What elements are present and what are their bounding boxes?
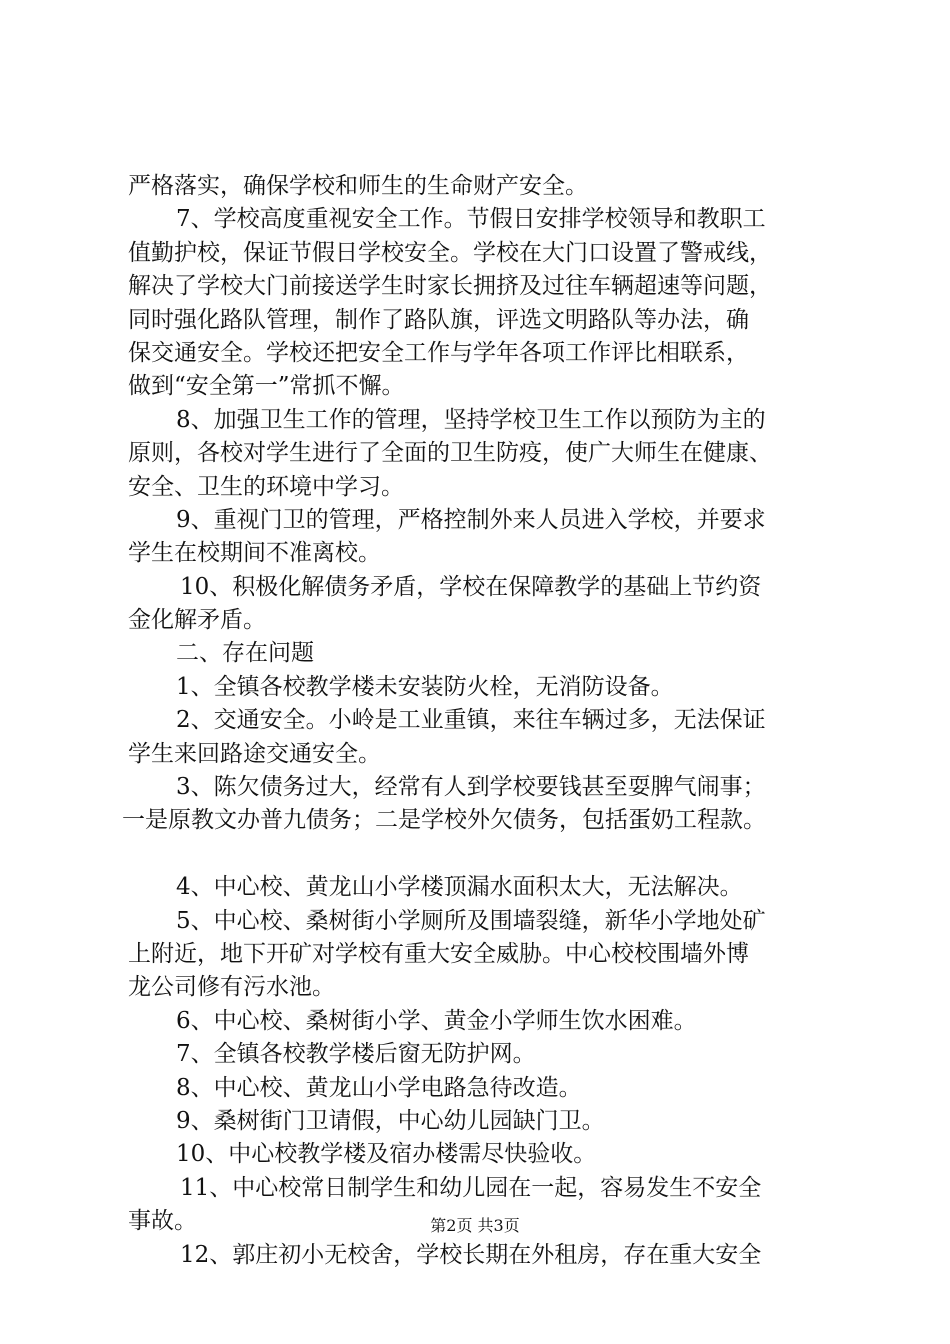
page-number-footer: 第2页 共3页 [430, 1216, 520, 1235]
text-line: 原则，各校对学生进行了全面的卫生防疫，使广大师生在健康、 [128, 440, 772, 467]
text-line: 12、郭庄初小无校舍，学校长期在外租房，存在重大安全 [180, 1241, 762, 1268]
text-line: 5、中心校、桑树街小学厕所及围墙裂缝，新华小学地处矿 [176, 907, 766, 934]
text-line: 8、中心校、黄龙山小学电路急待改造。 [176, 1074, 582, 1101]
text-line: 1、全镇各校教学楼未安装防火栓，无消防设备。 [176, 673, 674, 700]
text-line: 11、中心校常日制学生和幼儿园在一起，容易发生不安全 [180, 1174, 762, 1201]
text-line: 4、中心校、黄龙山小学楼顶漏水面积太大，无法解决。 [176, 874, 743, 901]
text-line: 安全、卫生的环境中学习。 [128, 473, 404, 500]
text-line: 6、中心校、桑树街小学、黄金小学师生饮水困难。 [176, 1007, 697, 1034]
text-line: 金化解矛盾。 [128, 607, 266, 634]
text-line: 解决了学校大门前接送学生时家长拥挤及过往车辆超速等问题， [128, 273, 772, 300]
blank-line [128, 838, 840, 871]
text-line: 值勤护校，保证节假日学校安全。学校在大门口设置了警戒线， [128, 239, 772, 266]
section-heading: 二、存在问题 [176, 640, 314, 667]
text-line: 9、桑树街门卫请假，中心幼儿园缺门卫。 [176, 1107, 605, 1134]
text-line: 10、中心校教学楼及宿办楼需尽快验收。 [176, 1141, 597, 1168]
text-line: 2、交通安全。小岭是工业重镇，来往车辆过多，无法保证 [176, 707, 766, 734]
text-line: 7、全镇各校教学楼后窗无防护网。 [176, 1041, 536, 1068]
document-body [122, 170, 840, 1272]
text-line: 10、积极化解债务矛盾，学校在保障教学的基础上节约资 [180, 573, 762, 600]
text-line: 9、重视门卫的管理，严格控制外来人员进入学校，并要求 [176, 506, 766, 533]
text-line: 保交通安全。学校还把安全工作与学年各项工作评比相联系， [128, 339, 749, 366]
text-line: 同时强化路队管理，制作了路队旗，评选文明路队等办法，确 [128, 306, 749, 333]
text-line: 做到“安全第一”常抓不懈。 [128, 373, 405, 400]
text-line: 一是原教文办普九债务；二是学校外欠债务，包括蛋奶工程款。 [122, 807, 766, 834]
text-line: 事故。 [128, 1208, 197, 1235]
text-line: 7、学校高度重视安全工作。节假日安排学校领导和教职工 [176, 206, 766, 233]
text-line: 上附近，地下开矿对学校有重大安全威胁。中心校校围墙外博 [128, 940, 749, 967]
text-line: 3、陈欠债务过大，经常有人到学校要钱甚至耍脾气闹事； [176, 774, 766, 801]
text-line: 8、加强卫生工作的管理，坚持学校卫生工作以预防为主的 [176, 406, 766, 433]
text-line: 严格落实，确保学校和师生的生命财产安全。 [128, 173, 588, 199]
text-line: 龙公司修有污水池。 [128, 974, 335, 1001]
text-line: 学生在校期间不准离校。 [128, 540, 381, 567]
text-line: 学生来回路途交通安全。 [128, 740, 381, 767]
